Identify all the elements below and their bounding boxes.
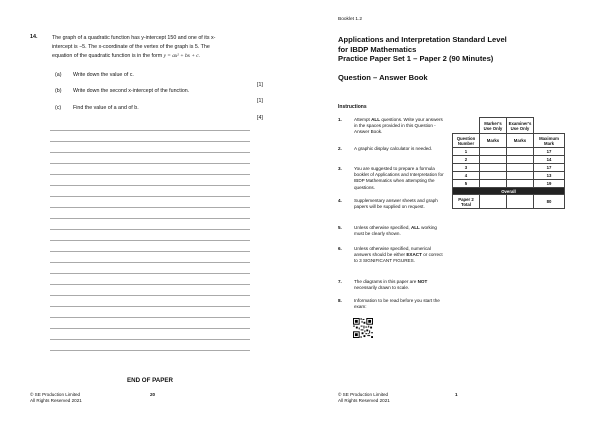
instruction-number: 6. bbox=[338, 246, 342, 251]
marks-header-2: Marks bbox=[507, 134, 534, 148]
examiner-marks-cell[interactable] bbox=[507, 172, 534, 180]
markers-use-header: Marker's Use Only bbox=[480, 118, 507, 134]
examiner-marks-cell[interactable] bbox=[507, 156, 534, 164]
row-max: 17 bbox=[534, 164, 565, 172]
right-footer-rights: All Rights Reserved 2021 bbox=[338, 398, 390, 404]
row-max: 19 bbox=[534, 180, 565, 188]
part-a-marks: [1] bbox=[257, 82, 263, 88]
examiner-total-cell[interactable] bbox=[507, 195, 534, 209]
answer-line[interactable] bbox=[50, 174, 250, 175]
table-row bbox=[453, 156, 565, 164]
answer-line[interactable] bbox=[50, 185, 250, 186]
row-question: 4 bbox=[453, 172, 480, 180]
instruction-2 bbox=[338, 146, 448, 160]
answer-line[interactable] bbox=[50, 262, 250, 263]
instruction-text: Attempt ALL questions. Write your answers in the spaces provided in this Question - Answer Book. bbox=[354, 117, 443, 135]
answer-line[interactable] bbox=[50, 251, 250, 252]
title-line-2: for IBDP Mathematics bbox=[338, 44, 417, 54]
examiner-marks-cell[interactable] bbox=[507, 164, 534, 172]
right-footer bbox=[338, 392, 390, 405]
paper-total-label-1: Paper 2 bbox=[458, 196, 474, 202]
title-line-1: Applications and Interpretation Standard Level bbox=[338, 35, 507, 44]
part-b-text: Write down the second x-intercept of the function. bbox=[73, 88, 190, 94]
answer-line[interactable] bbox=[50, 163, 250, 164]
instruction-5 bbox=[338, 225, 448, 239]
table-row bbox=[453, 180, 565, 188]
answer-line[interactable] bbox=[50, 317, 250, 318]
table-row bbox=[453, 172, 565, 180]
table-row bbox=[453, 164, 565, 172]
instruction-number: 7. bbox=[338, 279, 342, 284]
examiner-marks-cell[interactable] bbox=[507, 148, 534, 156]
paper-title bbox=[338, 35, 578, 64]
question-text bbox=[52, 34, 262, 62]
answer-line[interactable] bbox=[50, 240, 250, 241]
instruction-text: Unless otherwise specified, ALL working must be clearly shown. bbox=[354, 225, 437, 237]
part-b-marks: [1] bbox=[257, 98, 263, 104]
question-answer-book-title: Question – Answer Book bbox=[338, 73, 428, 82]
row-max: 17 bbox=[534, 148, 565, 156]
row-question: 2 bbox=[453, 156, 480, 164]
instructions-heading: Instructions bbox=[338, 104, 367, 110]
answer-line[interactable] bbox=[50, 328, 250, 329]
left-footer-copyright: © SE Production Limited bbox=[30, 392, 81, 397]
question-formula: y = ax² + bx + c. bbox=[163, 53, 200, 60]
instruction-6 bbox=[338, 246, 448, 270]
left-page-number: 20 bbox=[150, 392, 156, 397]
instruction-number: 4. bbox=[338, 198, 342, 203]
answer-line[interactable] bbox=[50, 141, 250, 142]
answer-line[interactable] bbox=[50, 207, 250, 208]
row-question: 1 bbox=[453, 148, 480, 156]
instruction-1 bbox=[338, 117, 448, 141]
marker-marks-cell[interactable] bbox=[480, 156, 507, 164]
instruction-number: 3. bbox=[338, 166, 342, 171]
examiners-use-header: Examiner's Use Only bbox=[507, 118, 534, 134]
row-max: 13 bbox=[534, 172, 565, 180]
table-corner-right bbox=[534, 118, 565, 134]
answer-line[interactable] bbox=[50, 130, 250, 131]
marks-table bbox=[452, 117, 565, 209]
booklet-label: Booklet 1.2 bbox=[338, 17, 363, 22]
part-a-label: (a) bbox=[55, 72, 62, 78]
instruction-8 bbox=[338, 298, 448, 312]
part-c-marks: [4] bbox=[257, 115, 263, 121]
overall-row: Overall bbox=[453, 188, 565, 195]
table-corner bbox=[453, 118, 480, 134]
marker-marks-cell[interactable] bbox=[480, 180, 507, 188]
part-c-label: (c) bbox=[55, 105, 62, 111]
answer-line[interactable] bbox=[50, 152, 250, 153]
answer-line[interactable] bbox=[50, 273, 250, 274]
row-question: 3 bbox=[453, 164, 480, 172]
answer-line[interactable] bbox=[50, 306, 250, 307]
marker-marks-cell[interactable] bbox=[480, 164, 507, 172]
answer-line[interactable] bbox=[50, 218, 250, 219]
instruction-number: 5. bbox=[338, 225, 342, 230]
table-row bbox=[453, 148, 565, 156]
instruction-text: Unless otherwise specified, numerical answers should be either EXACT or correct to 3 SIGNIFICANT FIGURES. bbox=[354, 246, 443, 264]
instruction-text: Supplementary answer sheets and graph papers will be supplied on request. bbox=[354, 198, 438, 210]
instruction-number: 2. bbox=[338, 146, 342, 151]
right-page bbox=[300, 0, 600, 424]
marks-header-1: Marks bbox=[480, 134, 507, 148]
right-footer-copyright: © SE Production Limited bbox=[338, 392, 389, 397]
maximum-mark-header: Maximum Mark bbox=[534, 134, 565, 148]
question-line-3 bbox=[52, 52, 262, 61]
question-line-1: The graph of a quadratic function has y-intercept 150 and one of its x- bbox=[52, 35, 216, 41]
question-line-2: intercept is −5. The x-coordinate of the vertex of the graph is 5. The bbox=[52, 44, 210, 51]
examiner-marks-cell[interactable] bbox=[507, 180, 534, 188]
right-page-number: 1 bbox=[455, 392, 458, 397]
title-line-3: Practice Paper Set 1 – Paper 2 (90 Minutes) bbox=[338, 54, 494, 64]
instruction-text: The diagrams in this paper are NOT necessarily drawn to scale. bbox=[354, 279, 428, 291]
part-c-text: Find the value of a and of b. bbox=[73, 105, 139, 111]
answer-line[interactable] bbox=[50, 295, 250, 296]
instruction-7 bbox=[338, 279, 448, 293]
answer-line[interactable] bbox=[50, 196, 250, 197]
left-footer bbox=[30, 392, 82, 405]
question-line-3-prefix: equation of the quadratic function is in the form bbox=[52, 53, 163, 60]
left-footer-rights: All Rights Reserved 2021 bbox=[30, 398, 82, 404]
answer-line[interactable] bbox=[50, 339, 250, 340]
paper-total-label-2: Total bbox=[461, 201, 471, 207]
instruction-4 bbox=[338, 198, 448, 218]
instruction-number: 8. bbox=[338, 298, 342, 303]
instruction-text: Information to be read before you start the exam: bbox=[354, 298, 440, 310]
marker-marks-cell[interactable] bbox=[480, 172, 507, 180]
row-question: 5 bbox=[453, 180, 480, 188]
part-a-text: Write down the value of c. bbox=[73, 72, 134, 78]
paper-total-label bbox=[453, 195, 480, 209]
instruction-text: A graphic display calculator is needed. bbox=[354, 146, 433, 151]
answer-line[interactable] bbox=[50, 350, 250, 351]
qr-code[interactable] bbox=[353, 318, 373, 338]
question-number-header: Question Number bbox=[453, 134, 480, 148]
instruction-text: You are suggested to prepare a formula booklet of Applications and Interpretation for IBDP Mathematics when attempting the questions. bbox=[354, 166, 444, 190]
row-max: 14 bbox=[534, 156, 565, 164]
marker-total-cell[interactable] bbox=[480, 195, 507, 209]
instruction-number: 1. bbox=[338, 117, 342, 122]
answer-line[interactable] bbox=[50, 229, 250, 230]
total-max: 80 bbox=[534, 195, 565, 209]
end-of-paper: END OF PAPER bbox=[127, 377, 173, 384]
question-number: 14. bbox=[30, 34, 38, 40]
part-b-label: (b) bbox=[55, 88, 62, 94]
table-row bbox=[453, 195, 565, 209]
marker-marks-cell[interactable] bbox=[480, 148, 507, 156]
answer-line[interactable] bbox=[50, 284, 250, 285]
instruction-3 bbox=[338, 166, 448, 196]
